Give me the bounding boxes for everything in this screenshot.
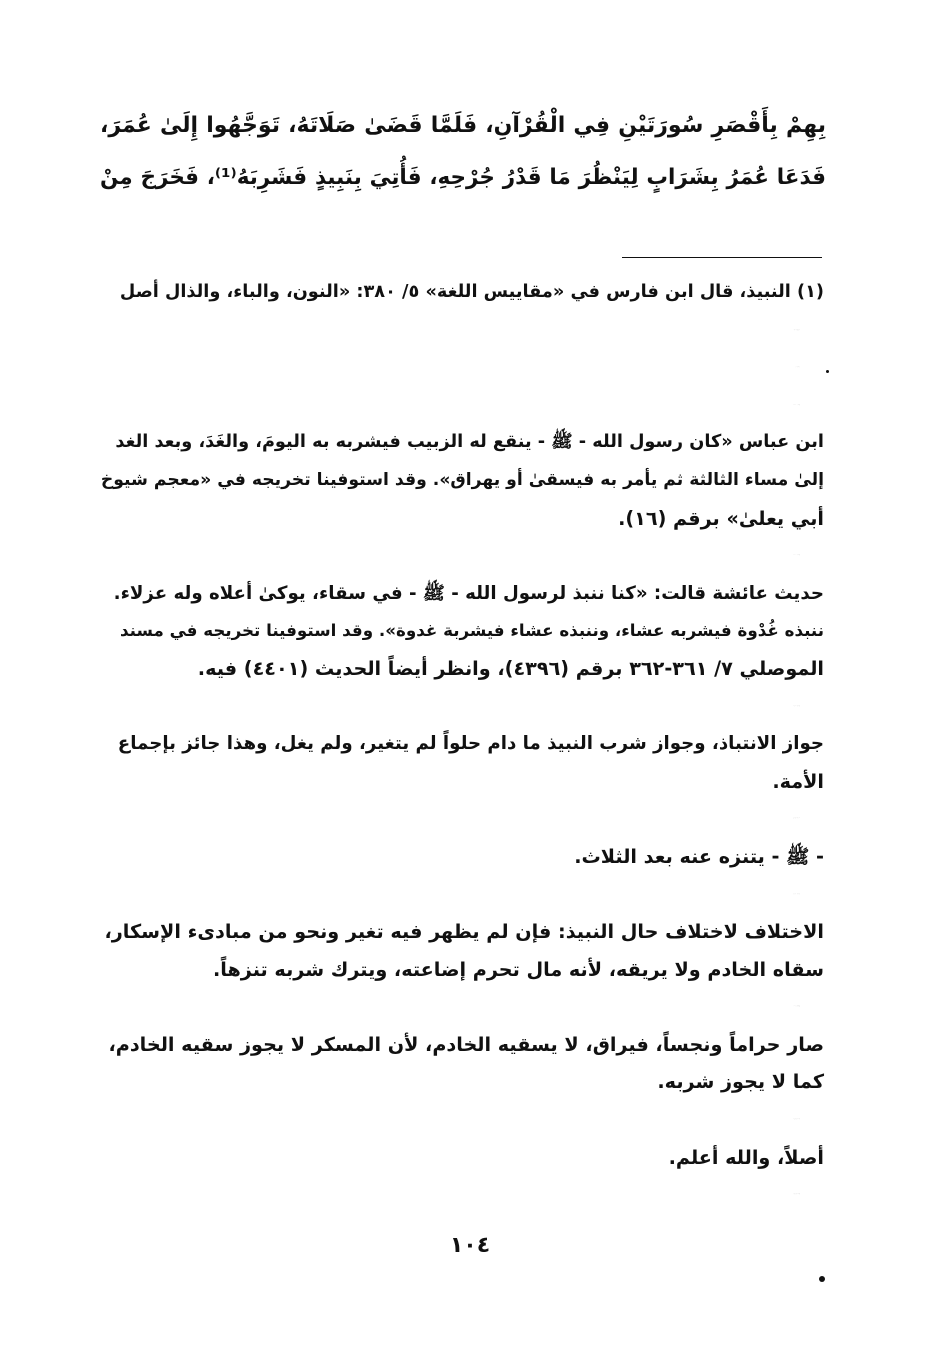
footnote-line: جواز الانتباذ، وجواز شرب النبيذ ما دام حلواً لم يتغير، ولم يغل، وهذا جائز بإجماع — [117, 733, 824, 755]
footnote-line: أصلاً، والله أعلم. — [668, 1145, 824, 1169]
footnote-line — [102, 1101, 824, 1139]
footnote-line — [102, 1176, 824, 1214]
footnotes — [102, 274, 824, 1214]
footnote-line — [102, 312, 824, 350]
footnote-line — [102, 537, 824, 575]
footnote-line: (١) النبيذ، قال ابن فارس في «مقاييس اللغة» ٥/ ٣٨٠: «النون، والباء، والذال أصل — [119, 282, 824, 302]
main-text-line: فَدَعَا عُمَرُ بِشَرَابٍ لِيَنْظُرَ مَا قَدْرُ جُرْحِهِ، فَأُتِيَ بِنَبِيذٍ فَشَرِبَهُ⁽¹⁾، فَخَرَجَ مِنْ — [100, 165, 826, 190]
footnote-line: حديث عائشة قالت: «كنا ننبذ لرسول الله - ﷺ - في سقاء، يوكىٰ أعلاه وله عزلاء. — [113, 582, 824, 604]
footnote-line: كما لا يجوز شربه. — [657, 1070, 824, 1094]
footnote-line: ابن عباس «كان رسول الله - ﷺ - ينقع له الزبيب فيشربه به اليومَ، والغَدَ، وبعد الغد — [115, 432, 824, 453]
footnote-line — [102, 349, 824, 387]
page-number: ١٠٤ — [449, 1233, 491, 1258]
footnote-line — [102, 688, 824, 726]
footnote-line: ننبذه غُدْوة فيشربه عشاء، وننبذه عشاء فيشربة غدوة». وقد استوفينا تخريجه في مسند — [120, 620, 824, 641]
main-text-line: بِهِمْ بِأَقْصَرِ سُورَتَيْنِ فِي الْقُرْآنِ، فَلَمَّا قَضَىٰ صَلَاتَهُ، تَوَجَّهُوا إِلَىٰ عُمَرَ، — [100, 113, 826, 138]
footnote-line: الأمة. — [772, 769, 824, 793]
footnote-line: إلىٰ مساء الثالثة ثم يأمر به فيسقىٰ أو يهراق». وقد استوفينا تخريجه في «معجم شيوخ — [100, 469, 824, 490]
main-body-text — [100, 100, 826, 204]
footnote-line: الموصلي ٧/ ٣٦١-٣٦٢ برقم (٤٣٩٦)، وانظر أيضاً الحديث (٤٤٠١) فيه. — [197, 656, 824, 680]
footnote-line — [102, 876, 824, 914]
footnote-line — [102, 800, 824, 838]
footnote-line: سقاه الخادم ولا يريقه، لأنه مال تحرم إضاعته، ويترك شربه تنزهاً. — [212, 957, 824, 981]
footnote-line — [102, 387, 824, 425]
footnote-line: - ﷺ - يتنزه عنه بعد الثلاث. — [574, 844, 824, 868]
footnote-line: صار حراماً ونجساً، فيراق، لا يسقيه الخادم، لأن المسكر لا يجوز سقيه الخادم، — [108, 1032, 824, 1056]
footnote-line — [102, 988, 824, 1026]
footnote-line: أبي يعلىٰ» برقم (١٦). — [618, 506, 824, 530]
scan-speck — [826, 370, 829, 373]
footnote-line: الاختلاف لاختلاف حال النبيذ: فإن لم يظهر فيه تغير ونحو من مبادىء الإسكار، — [104, 920, 824, 944]
scan-speck — [819, 1276, 825, 1282]
footnote-separator — [622, 257, 822, 258]
